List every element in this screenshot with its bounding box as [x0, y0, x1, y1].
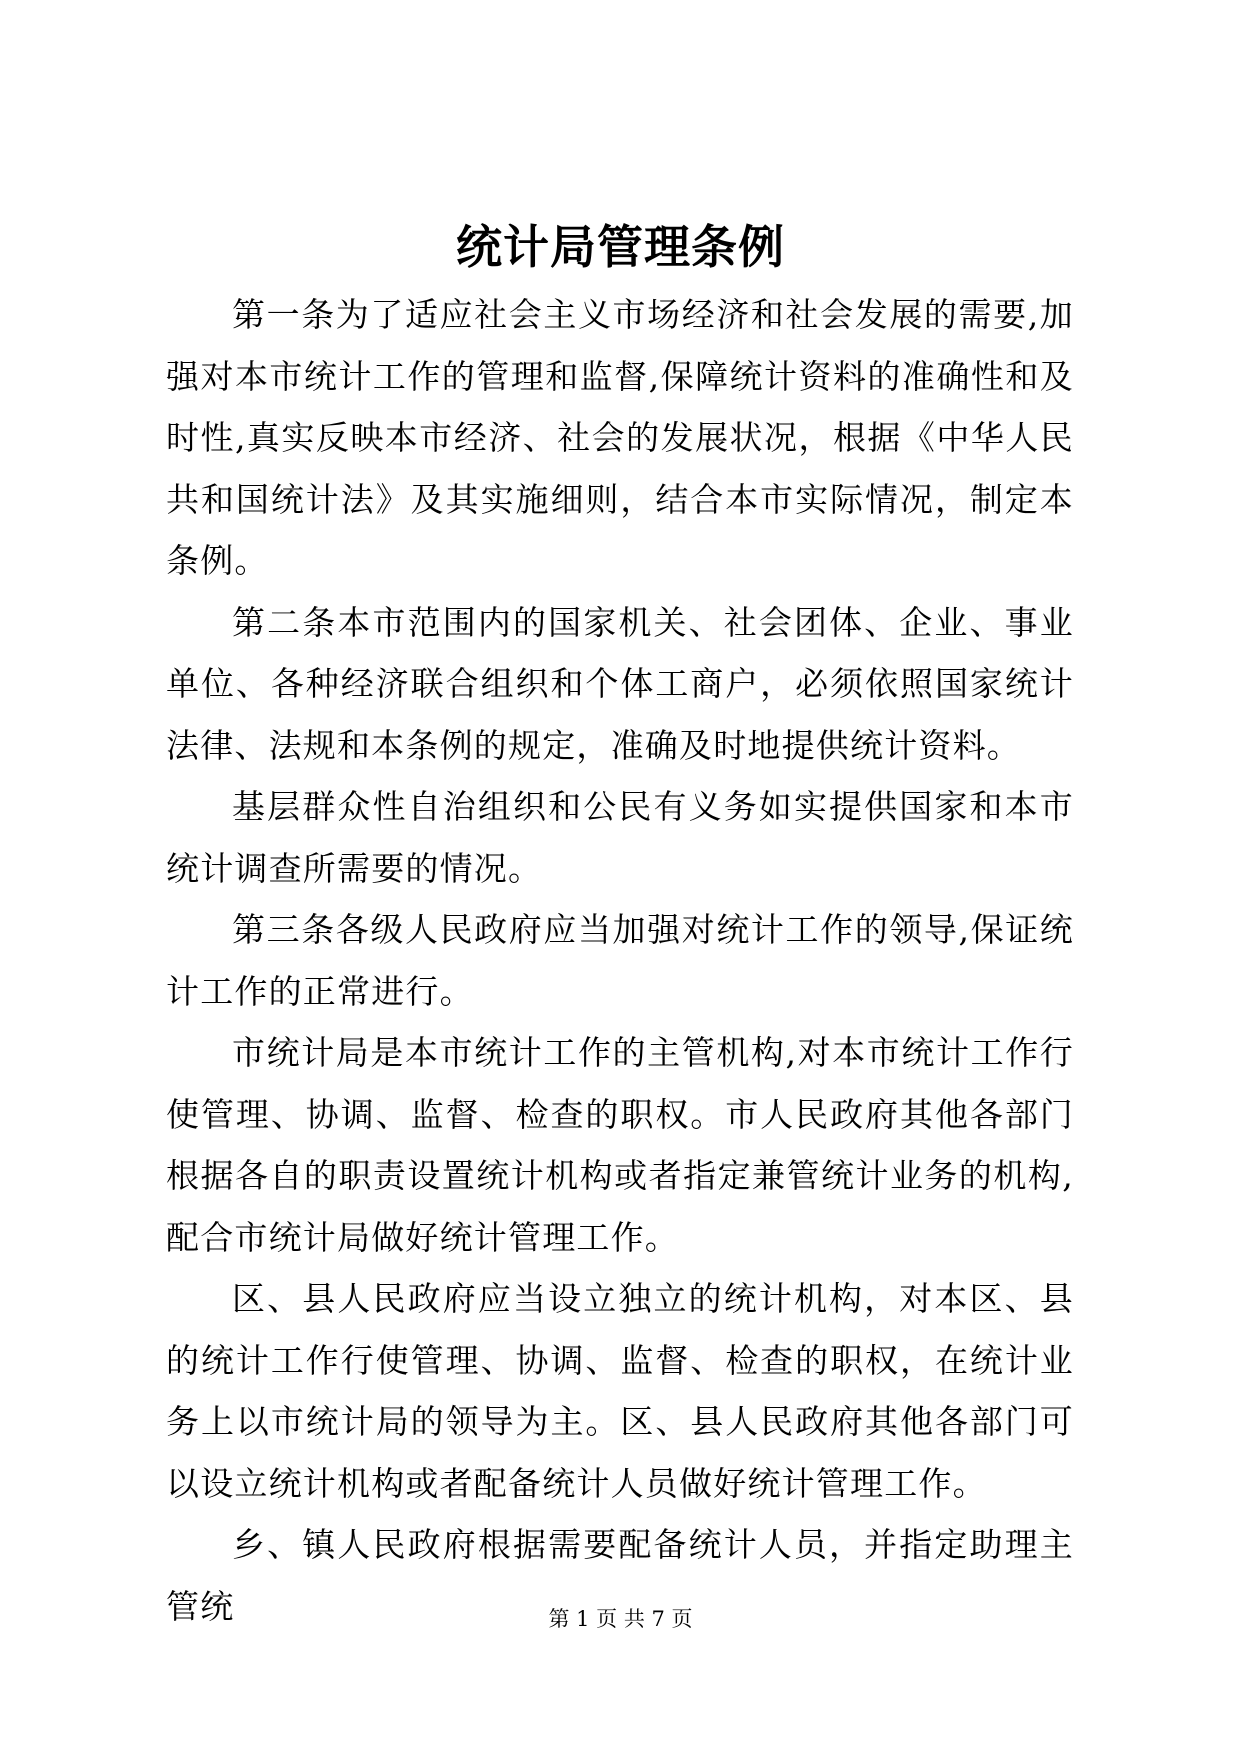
- document-title: 统计局管理条例: [456, 220, 785, 274]
- document-body: [166, 284, 1074, 1637]
- paragraph-article-2: 第二条本市范围内的国家机关、社会团体、企业、事业单位、各种经济联合组织和个体工商户，必须依照国家统计法律、法规和本条例的规定，准确及时地提供统计资料。: [166, 602, 1074, 765]
- paragraph-municipal-bureau: 市统计局是本市统计工作的主管机构,对本市统计工作行使管理、协调、监督、检查的职权。市人民政府其他各部门根据各自的职责设置统计机构或者指定兼管统计业务的机构,配合市统计局做好统计管理工作。: [166, 1033, 1074, 1257]
- paragraph-township: 乡、镇人民政府根据需要配备统计人员，并指定助理主管统: [166, 1525, 1074, 1626]
- paragraph-article-1: 第一条为了适应社会主义市场经济和社会发展的需要,加强对本市统计工作的管理和监督,保障统计资料的准确性和及时性,真实反映本市经济、社会的发展状况，根据《中华人民共和国统计法》及其实施细则，结合本市实际情况，制定本条例。: [166, 295, 1074, 580]
- paragraph-district-county: 区、县人民政府应当设立独立的统计机构，对本区、县的统计工作行使管理、协调、监督、检查的职权，在统计业务上以市统计局的领导为主。区、县人民政府其他各部门可以设立统计机构或者配备统计人员做好统计管理工作。: [166, 1279, 1074, 1503]
- page-number-footer: 第 1 页 共 7 页: [548, 1607, 693, 1631]
- paragraph-article-3: 第三条各级人民政府应当加强对统计工作的领导,保证统计工作的正常进行。: [166, 910, 1074, 1011]
- paragraph-grassroots-obligation: 基层群众性自治组织和公民有义务如实提供国家和本市统计调查所需要的情况。: [166, 787, 1074, 888]
